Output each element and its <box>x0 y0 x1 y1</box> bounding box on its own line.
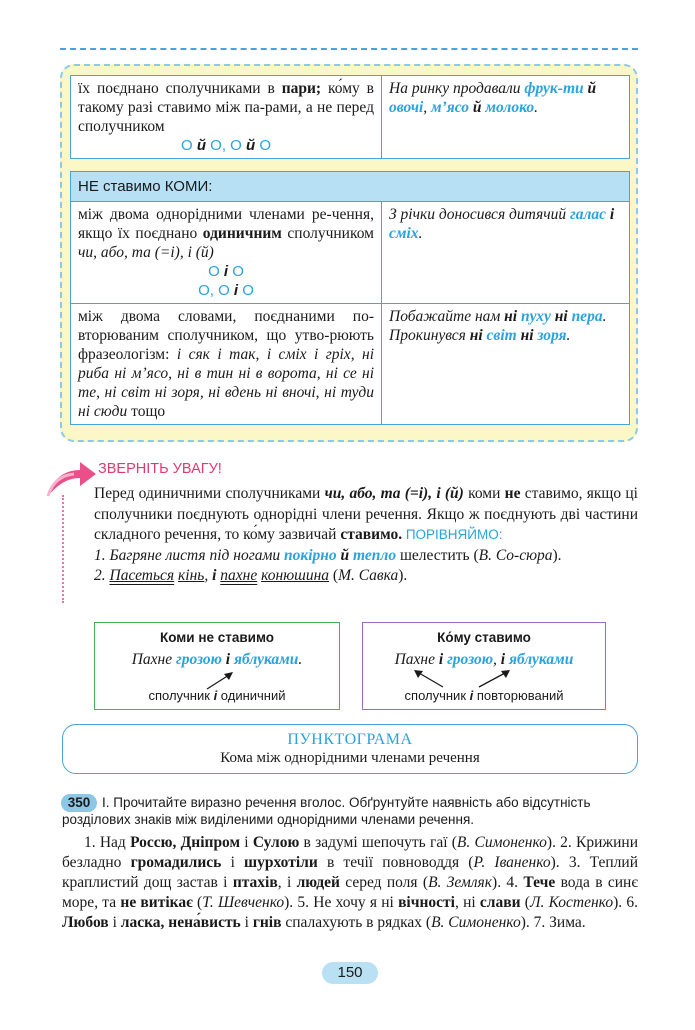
rule-text: ко́му в такому разі ставимо між па-рами, а не перед сполучником <box>78 80 374 135</box>
author: Т. Шевченко <box>202 894 285 911</box>
highlight-word: фрук-ти <box>524 80 584 97</box>
highlight-word: грозою <box>447 651 494 668</box>
text: ). 5. Не хочу я ні <box>284 894 399 911</box>
conj: й <box>469 99 486 116</box>
punct: , <box>423 99 432 116</box>
attention-arrow-icon <box>44 458 98 500</box>
rule-cell <box>71 76 382 159</box>
punct: . <box>602 308 607 325</box>
conj: і <box>212 567 217 584</box>
text: , ні <box>454 894 480 911</box>
author: В. Симоненко <box>431 914 521 931</box>
bold-word: не <box>504 485 521 502</box>
scheme-o: О <box>255 137 272 154</box>
highlight-word: м’ясо <box>431 99 470 116</box>
arrow-icon <box>409 667 449 689</box>
table-row <box>71 304 630 425</box>
text: і <box>108 914 121 931</box>
text: ). 2. Крижини безладно <box>62 834 639 871</box>
scheme <box>78 281 374 300</box>
scheme <box>78 136 374 155</box>
scheme-o: О <box>208 263 224 280</box>
highlight-word: тепло <box>353 546 397 564</box>
text: ). 4. <box>492 874 524 891</box>
example-line <box>389 326 622 345</box>
text: Пахне <box>394 651 439 668</box>
text: шелестить ( <box>396 546 479 564</box>
example-cell <box>382 202 630 304</box>
conj: і <box>469 688 474 703</box>
conj: і <box>500 651 506 668</box>
example-line <box>389 307 622 326</box>
exercise-instruction: І. Прочитайте виразно речення вголос. Обґрунтуйте наявність або відсутність розділових знаків між виділеними однорідними членами речення. <box>62 795 591 827</box>
text: ). 3. Теплий краплистий дощ застав і <box>62 854 638 891</box>
bold-word: ласка, нена́висть <box>120 914 241 931</box>
example-1 <box>94 546 638 567</box>
box-comma <box>362 622 606 710</box>
exercise-text <box>62 833 638 933</box>
punct: ). <box>552 546 562 564</box>
highlight-word: сміх <box>389 225 419 242</box>
text: і <box>221 854 245 871</box>
box-title: Коми не ставимо <box>159 630 275 645</box>
box-example <box>95 651 339 669</box>
example-text: На ринку продавали <box>389 80 525 97</box>
bold-word: не витікає <box>120 894 193 911</box>
bold-word: людей <box>296 874 340 891</box>
text: , і <box>277 874 297 891</box>
author: В. Симоненко <box>456 834 547 851</box>
rule-bold: пари; <box>281 80 322 97</box>
highlight-word: грозою <box>175 651 222 668</box>
rules-table-top <box>70 75 630 159</box>
conj: ні <box>554 308 568 325</box>
conj: ні <box>504 308 518 325</box>
conj-list: чи, або, та (=і), і (й) <box>324 485 464 502</box>
conj: і <box>213 688 218 703</box>
author: М. Савка <box>338 567 399 584</box>
predicate: пахне <box>220 567 258 584</box>
example-text: Прокинувся <box>389 327 470 344</box>
compare-label: ПОРІВНЯЙМО: <box>402 527 503 542</box>
scheme-o: О, О <box>205 137 246 154</box>
rule-text: між двома однорідними членами ре-чення, якщо їх поєднано <box>78 206 374 242</box>
punktogram-subtitle: Кома між однорідними членами речення <box>220 750 480 766</box>
box-label <box>95 688 339 703</box>
bold-word: слави <box>479 894 521 911</box>
table-header-row <box>71 172 630 202</box>
conj: ні <box>520 327 534 344</box>
scheme-o: О, О <box>198 282 234 299</box>
punct: , <box>493 651 501 668</box>
attention-title: ЗВЕРНІТЬ УВАГУ! <box>98 461 222 477</box>
table-header: НЕ ставимо КОМИ: <box>71 172 630 202</box>
text: вода в синє море, та <box>62 874 638 911</box>
text: ). 7. Зима. <box>520 914 586 931</box>
rules-table-bottom <box>70 171 630 425</box>
conj: й <box>336 546 354 564</box>
predicate: Пасеться <box>109 567 175 584</box>
highlight-word: яблуками <box>508 651 574 668</box>
scheme-o: О <box>180 137 197 154</box>
punct: . <box>566 327 571 344</box>
highlight-word: світ <box>486 327 517 344</box>
text: повторюваний <box>473 688 564 703</box>
scheme-conj: і <box>223 263 229 280</box>
punct: . <box>298 651 303 668</box>
text: ставимо, якщо ці сполучники поєднують однорідні члени речення. Якщо ж поєднують дві частини складного речення, то ко́му зазвичай <box>94 485 638 543</box>
rule-text: сполучником <box>281 225 374 242</box>
author: В. Земляк <box>428 874 493 891</box>
highlight-word: молоко <box>485 99 535 116</box>
box-label <box>363 688 605 703</box>
bold-word: Тече <box>523 874 556 891</box>
conj: і <box>438 651 444 668</box>
text: 1. Над <box>84 834 131 851</box>
text: одиничний <box>217 688 286 703</box>
page-number: 150 <box>322 962 378 984</box>
top-dashed-rule <box>60 48 638 50</box>
text: Перед одиничними сполучниками <box>94 485 325 502</box>
scheme-conj: і <box>233 282 239 299</box>
bold-word: вічності <box>398 894 455 911</box>
example-text: З річки доносився дитячий <box>389 206 570 223</box>
highlight-word: галас <box>569 206 607 223</box>
example-text: Побажайте нам <box>389 308 505 325</box>
punktogram-box <box>62 724 638 774</box>
text: 2. <box>94 567 110 584</box>
text: і <box>240 914 253 931</box>
punktogram-title: ПУНКТОГРАМА <box>287 731 413 748</box>
highlight-word: яблуками <box>233 651 299 668</box>
text: і <box>240 834 253 851</box>
conj: і <box>606 206 615 223</box>
bold-word: громадились <box>130 854 222 871</box>
idiom-list: і сяк і так, і сміх і гріх, ні риба ні м’ясо, ні в тин ні в ворота, ні се ні те, ні світ ні зоря, ні вдень ні вночі, ні туди ні сюди <box>78 346 375 420</box>
highlight-word: покірно <box>284 546 337 564</box>
highlight-word: зоря <box>537 327 567 344</box>
text: в течії повноводдя ( <box>317 854 474 871</box>
punct: , <box>204 567 213 584</box>
rule-bold: одиничним <box>202 225 282 242</box>
table-row <box>71 202 630 304</box>
scheme <box>78 262 374 281</box>
attention-text <box>94 484 638 587</box>
highlight-word: овочі <box>389 99 424 116</box>
text: 1. Багряне листя під ногами <box>94 546 285 564</box>
text: спалахують в рядках ( <box>281 914 432 931</box>
attention-paragraph <box>94 484 638 546</box>
punct: . <box>418 225 423 242</box>
text: ( <box>520 894 530 911</box>
rule-text: між двома словами, поєднаними по-вторюваним сполучником, що утво-рюють фразеологізм: <box>78 308 374 363</box>
bold-word: шурхотіли <box>244 854 318 871</box>
rule-cell <box>71 202 382 304</box>
highlight-word: пера <box>571 308 603 325</box>
highlight-word: пуху <box>520 308 551 325</box>
box-no-comma <box>94 622 340 710</box>
rule-cell <box>71 304 382 425</box>
text: сполучник <box>404 688 470 703</box>
author: Л. Костенко <box>529 894 614 911</box>
example-cell <box>382 304 630 425</box>
text: Пахне <box>131 651 176 668</box>
author: В. Со-сюра <box>478 546 553 564</box>
scheme-o: О <box>228 263 244 280</box>
text: коми <box>463 485 505 502</box>
attention-dotted-line <box>62 495 64 603</box>
text: ( <box>192 894 203 911</box>
bold-word: Любов <box>62 914 109 931</box>
arrow-icon <box>475 667 515 689</box>
bold-word: Сулою <box>252 834 300 851</box>
example-2 <box>94 566 638 587</box>
subject: конюшина <box>261 567 330 584</box>
rule-text: тощо <box>127 403 166 420</box>
exercise-number: 350 <box>61 794 97 812</box>
bold-word: Россю, Дніпром <box>130 834 241 851</box>
scheme-conj: й <box>246 137 256 154</box>
conj: й <box>583 80 597 97</box>
author: Р. Іваненко <box>473 854 551 871</box>
text: серед поля ( <box>339 874 429 891</box>
punct: . <box>534 99 538 116</box>
conj: і <box>221 651 234 668</box>
conj: ні <box>469 327 483 344</box>
example-cell <box>382 76 630 159</box>
bold-word: птахів <box>232 874 278 891</box>
punct: ( <box>329 567 339 584</box>
scheme-o: О <box>238 282 254 299</box>
subject: кінь <box>178 567 205 584</box>
bold-word: гнів <box>252 914 282 931</box>
rule-conjs: чи, або, та (=і), і (й) <box>78 244 214 261</box>
text: ). 6. <box>613 894 638 911</box>
bold-word: ставимо. <box>340 526 403 543</box>
punct: ). <box>398 567 408 584</box>
box-title: Ко́му ставимо <box>437 630 531 645</box>
rule-text: їх поєднано сполучниками в <box>78 80 282 97</box>
text: сполучник <box>148 688 214 703</box>
text: в задумі шепочуть гаї ( <box>299 834 457 851</box>
scheme-conj: й <box>196 137 206 154</box>
table-row <box>71 76 630 159</box>
